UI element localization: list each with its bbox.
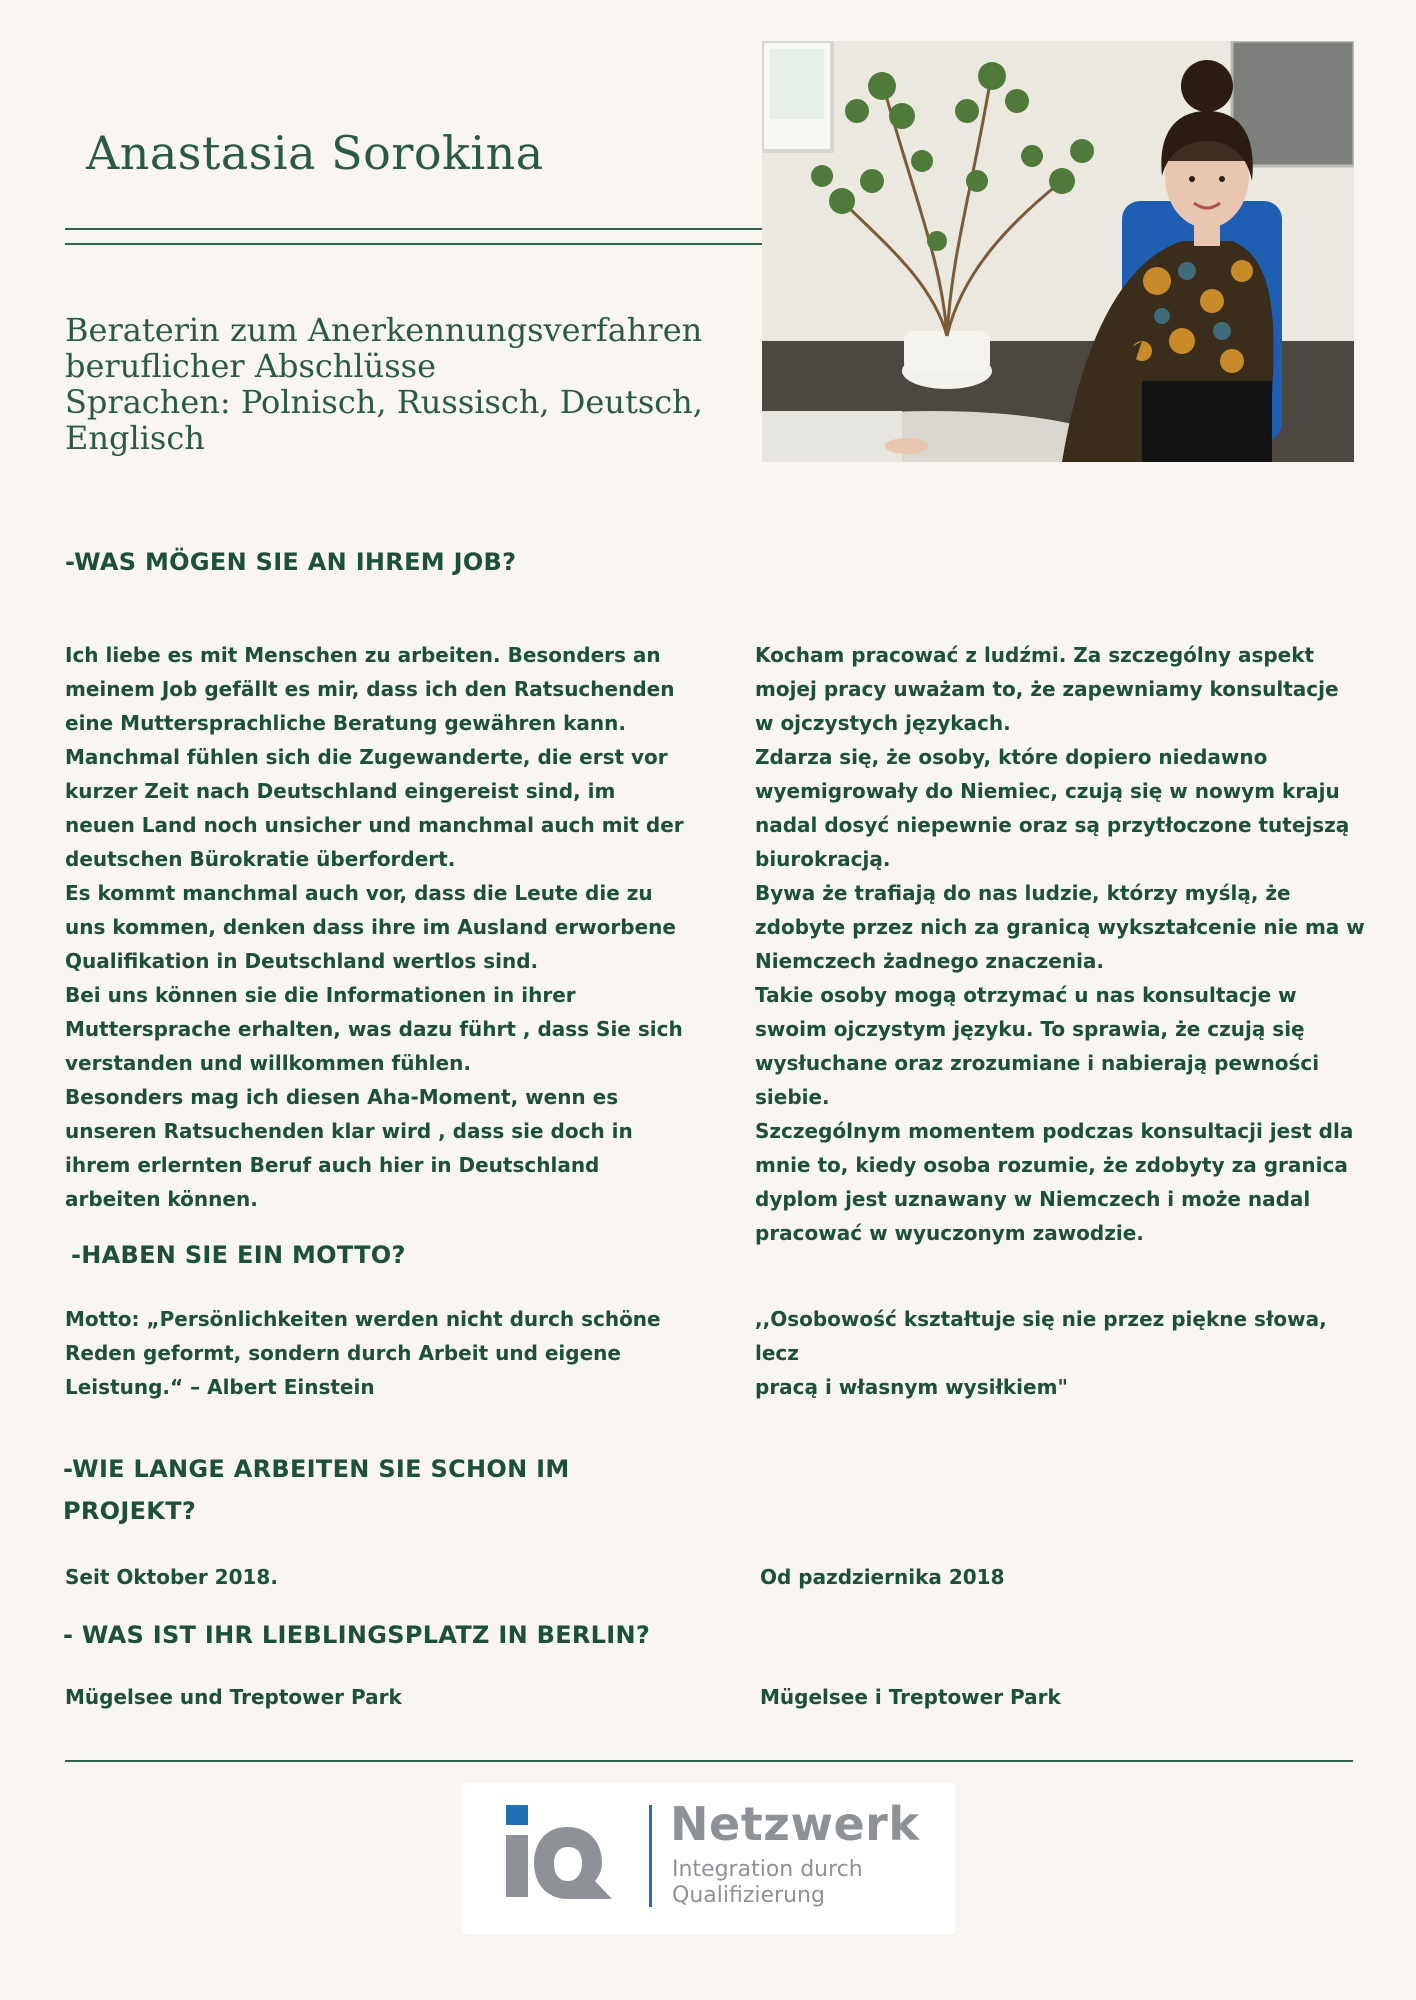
duration-text-german: Seit Oktober 2018. (65, 1565, 278, 1589)
motto-text-polish: ,,Osobowość kształtuje się nie przez piękne słowa, lecz pracą i własnym wysiłkiem" (755, 1307, 1327, 1399)
section-heading-motto: -HABEN SIE EIN MOTTO? (71, 1241, 406, 1269)
section-heading-job: -WAS MÖGEN SIE AN IHREM JOB? (65, 548, 517, 576)
person-name: Anastasia Sorokina (86, 126, 544, 180)
header-rule-bottom (65, 243, 762, 245)
role-line: Englisch (65, 419, 205, 457)
role-description (65, 312, 745, 456)
section-heading-place: - WAS IST IHR LIEBLINGSPLATZ IN BERLIN? (63, 1621, 651, 1649)
duration-text-polish: Od pazdziernika 2018 (760, 1565, 1005, 1589)
iq-netzwerk-logo (462, 1783, 955, 1934)
header-rule-top (65, 228, 762, 230)
job-text-german: Ich liebe es mit Menschen zu arbeiten. Besonders an meinem Job gefällt es mir, dass ich den Ratsuchenden eine Muttersprachliche Beratung gewähren kann. Manchmal fühlen sich die Zugewanderte, die erst vor kurzer Zeit nach Deutschland eingereist sind, im neuen Land noch unsicher und manchmal auch mit der deutschen Bürokratie überfordert. Es kommt manchmal auch vor, dass die Leute die zu uns kommen, denken dass ihre im Ausland erworbene Qualifikation in Deutschland wertlos sind. Bei uns können sie die Informationen in ihrer Muttersprache erhalten, was dazu führt , dass Sie sich verstanden und willkommen fühlen. Besonders mag ich diesen Aha-Moment, wenn es unseren Ratsuchenden klar wird , dass sie doch in ihrem erlernten Beruf auch hier in Deutschland arbeiten können. (65, 643, 684, 1211)
job-text-polish: Kocham pracować z ludźmi. Za szczególny aspekt mojej pracy uważam to, że zapewniamy konsultacje w ojczystych językach. Zdarza się, że osoby, które dopiero niedawno wyemigrowały do Niemiec, czują się w nowym kraju nadal dosyć niepewnie oraz są przytłoczone tutejszą biurokracją. Bywa że trafiają do nas ludzie, którzy myślą, że zdobyte przez nich za granicą wykształcenie nie ma w Niemczech żadnego znaczenia. Takie osoby mogą otrzymać u nas konsultacje w swoim ojczystym języku. To sprawia, że czują się wysłuchane oraz zrozumiane i nabierają pewności siebie. Szczególnym momentem podczas konsultacji jest dla mnie to, kiedy osoba rozumie, że zdobyty za granica dyplom jest uznawany w Niemczech i może nadal pracować w wyuczonym zawodzie. (755, 643, 1365, 1245)
logo-title: Netzwerk (670, 1797, 920, 1851)
portrait-photo (762, 41, 1354, 462)
portrait-illustration (762, 41, 1354, 462)
motto-text-german: Motto: „Persönlichkeiten werden nicht durch schöne Reden geformt, sondern durch Arbeit und eigene Leistung.“ – Albert Einstein (65, 1307, 661, 1399)
footer-rule (65, 1760, 1353, 1762)
place-text-polish: Mügelsee i Treptower Park (760, 1685, 1061, 1709)
logo-subtitle-line2: Qualifizierung (672, 1883, 825, 1908)
role-line: Beraterin zum Anerkennungsverfahren (65, 311, 703, 349)
role-line: Sprachen: Polnisch, Russisch, Deutsch, (65, 383, 703, 421)
role-line: beruflicher Abschlüsse (65, 347, 437, 385)
logo-subtitle-line1: Integration durch (672, 1857, 863, 1882)
place-text-german: Mügelsee und Treptower Park (65, 1685, 402, 1709)
section-heading-duration: -WIE LANGE ARBEITEN SIE SCHON IM PROJEKT? (63, 1455, 570, 1525)
